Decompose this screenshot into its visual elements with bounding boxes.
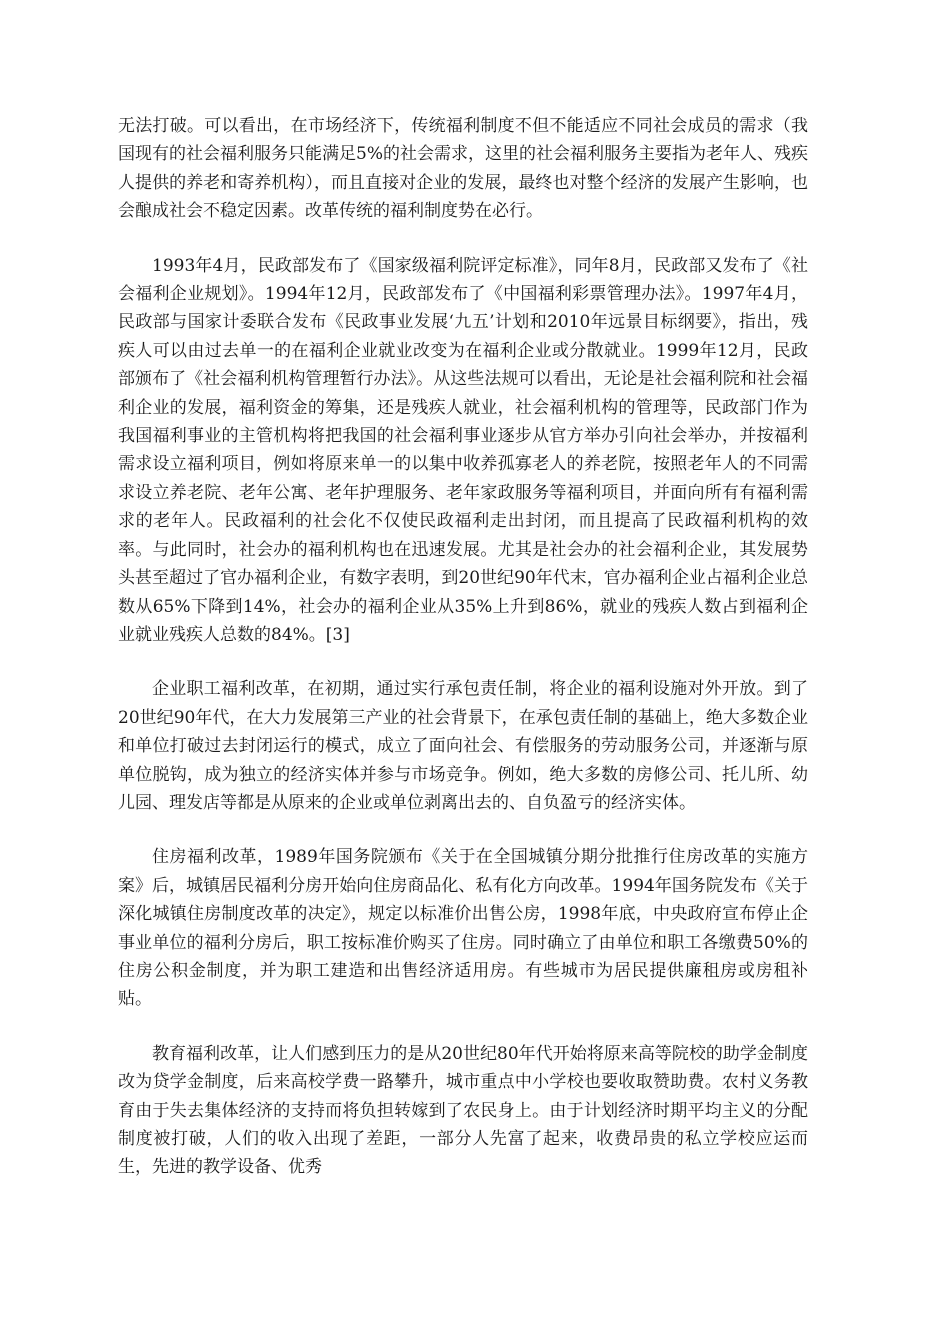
paragraph-enterprise-welfare-reform: 企业职工福利改革，在初期，通过实行承包责任制，将企业的福利设施对外开放。到了20世纪90年代，在大力发展第三产业的社会背景下，在承包责任制的基础上，绝大多数企业和单位打破过去封闭运行的模式，成立了面向社会、有偿服务的劳动服务公司，并逐渐与原单位脱钩，成为独立的经济实体并参与市场竞争。例如，绝大多数的房修公司、托儿所、幼儿园、理发店等都是从原来的企业或单位剥离出去的、自负盈亏的经济实体。 (118, 679, 808, 813)
paragraph-housing-welfare-reform: 住房福利改革，1989年国务院颁布《关于在全国城镇分期分批推行住房改革的实施方案》后，城镇居民福利分房开始向住房商品化、私有化方向改革。1994年国务院发布《关于深化城镇住房制度改革的决定》，规定以标准价出售公房，1998年底，中央政府宣布停止企事业单位的福利分房后，职工按标准价购买了住房。同时确立了由单位和职工各缴费50%的住房公积金制度，并为职工建造和出售经济适用房。有些城市为居民提供廉租房或房租补贴。 (118, 847, 808, 1010)
paragraph-civil-affairs-regulations: 1993年4月，民政部发布了《国家级福利院评定标准》，同年8月，民政部又发布了《社会福利企业规划》。1994年12月，民政部发布了《中国福利彩票管理办法》。1997年4月，民政部与国家计委联合发布《民政事业发展‘九五’计划和2010年远景目标纲要》，指出，残疾人可以由过去单一的在福利企业就业改变为在福利企业或分散就业。1999年12月，民政部颁布了《社会福利机构管理暂行办法》。从这些法规可以看出，无论是社会福利院和社会福利企业的发展，福利资金的筹集，还是残疾人就业，社会福利机构的管理等，民政部门作为我国福利事业的主管机构将把我国的社会福利事业逐步从官方举办引向社会举办，并按福利需求设立福利项目，例如将原来单一的以集中收养孤寡老人的养老院，按照老年人的不同需求设立养老院、老年公寓、老年护理服务、老年家政服务等福利项目，并面向所有有福利需求的老年人。民政福利的社会化不仅使民政福利走出封闭，而且提高了民政福利机构的效率。与此同时，社会办的福利机构也在迅速发展。尤其是社会办的社会福利企业，其发展势头甚至超过了官办福利企业，有数字表明，到20世纪90年代末，官办福利企业占福利企业总数从65%下降到14%，社会办的福利企业从35%上升到86%，就业的残疾人数占到福利企业就业残疾人总数的84%。[3] (118, 255, 808, 645)
document-body (118, 112, 808, 1208)
paragraph-education-welfare-reform: 教育福利改革，让人们感到压力的是从20世纪80年代开始将原来高等院校的助学金制度改为贷学金制度，后来高校学费一路攀升，城市重点中小学校也要收取赞助费。农村义务教育由于失去集体经济的支持而将负担转嫁到了农民身上。由于计划经济时期平均主义的分配制度被打破，人们的收入出现了差距，一部分人先富了起来，收费昂贵的私立学校应运而生，先进的教学设备、优秀 (118, 1043, 808, 1178)
paragraph-welfare-system-intro: 无法打破。可以看出，在市场经济下，传统福利制度不但不能适应不同社会成员的需求（我国现有的社会福利服务只能满足5%的社会需求，这里的社会福利服务主要指为老年人、残疾人提供的养老和寄养机构），而且直接对企业的发展，最终也对整个经济的发展产生影响，也会酿成社会不稳定因素。改革传统的福利制度势在必行。 (118, 116, 808, 222)
